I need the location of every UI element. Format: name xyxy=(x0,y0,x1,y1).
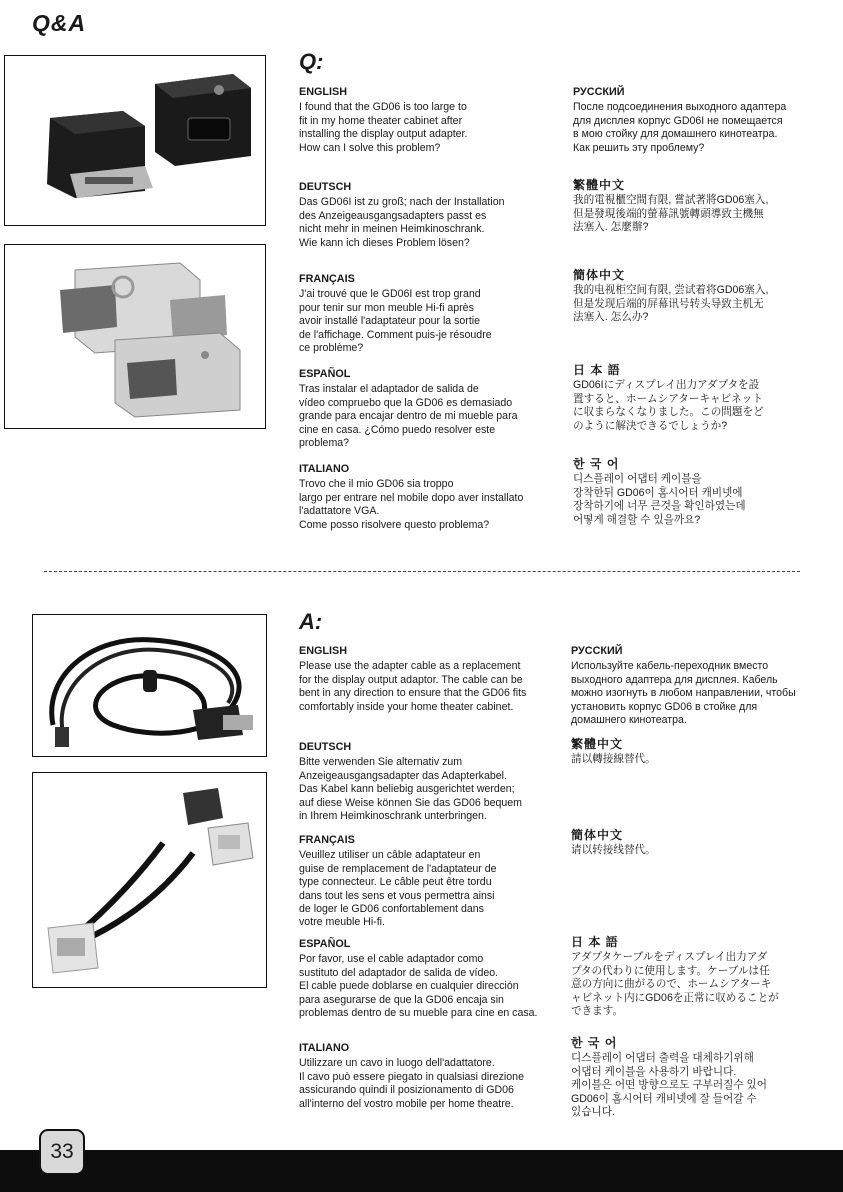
photo-y-splitter-cable xyxy=(32,772,267,988)
question-espanol xyxy=(299,368,551,450)
answer-text: Utilizzare un cavo in luogo dell'adattatore. Il cavo può essere piegato in qualsiasi direzione assicurando quindi il posizionamento di GD06 all'interno del vostro mobile per home theatre. xyxy=(299,1057,524,1110)
question-japanese xyxy=(573,364,833,433)
answer-francais xyxy=(299,834,555,930)
language-label: FRANÇAIS xyxy=(299,273,355,285)
question-text: 디스플레이 어댑터 케이블을 장착한뒤 GD06이 홈시어터 캐비넷에 장착하기에 너무 큰것을 확인하였는데 어떻게 해결할 수 있을까요? xyxy=(573,473,746,526)
language-label: 日 本 語 xyxy=(571,935,619,949)
answer-simplified-chinese xyxy=(571,829,831,858)
question-text: I found that the GD06 is too large to fit in my home theater cabinet after installing the display output adapter. How can I solve this problem? xyxy=(299,101,468,154)
language-label: 簡体中文 xyxy=(573,268,626,282)
question-english xyxy=(299,86,549,155)
photo-hdmi-dvi-adapter xyxy=(4,55,266,226)
answer-text: 请以转接线替代。 xyxy=(571,844,656,857)
answer-russian xyxy=(571,645,831,727)
question-simplified-chinese xyxy=(573,269,833,325)
answer-traditional-chinese xyxy=(571,738,831,767)
answer-text: Please use the adapter cable as a replacement for the display output adaptor. The cable can be bent in any direction to ensure that the GD06 fits comfortably inside your home theater cabinet. xyxy=(299,660,527,713)
question-deutsch xyxy=(299,181,549,250)
question-marker: Q: xyxy=(299,49,324,74)
answer-italiano xyxy=(299,1042,555,1111)
question-italiano xyxy=(299,463,551,532)
language-label: ENGLISH xyxy=(299,645,347,657)
question-text: GD06Iにディスプレイ出力アダプタを設 置すると、ホームシアターキャビネット に収まらなくなりました。この問題をど のように解決できるでしょうか? xyxy=(573,379,764,432)
language-label: 한 국 어 xyxy=(573,457,620,471)
question-francais xyxy=(299,273,549,355)
answer-text: 디스플레이 어댑터 출력을 대체하기위해 어댑터 케이블을 사용하기 바랍니다. 케이블은 어떤 방향으로도 구부러질수 있어 GD06이 홈시어터 캐비넷에 잘 들어갈 수 있습니다. xyxy=(571,1052,767,1119)
answer-korean xyxy=(571,1037,833,1119)
section-divider xyxy=(44,571,800,572)
language-label: ESPAÑOL xyxy=(299,938,351,950)
dvi-vga-adapter-illustration xyxy=(5,245,265,428)
language-label: 繁體中文 xyxy=(573,178,626,192)
footer-bar xyxy=(0,1150,843,1192)
adapter-cable-illustration xyxy=(33,615,266,756)
question-traditional-chinese xyxy=(573,179,833,235)
language-label: ESPAÑOL xyxy=(299,368,351,380)
answer-text: 請以轉接線替代。 xyxy=(571,753,656,766)
answer-english xyxy=(299,645,555,714)
language-label: РУССКИЙ xyxy=(571,645,623,657)
answer-deutsch xyxy=(299,741,555,823)
question-text: Trovo che il mio GD06 sia troppo largo per entrare nel mobile dopo aver installato l'adattatore VGA. Come posso risolvere questo problema? xyxy=(299,478,524,531)
language-label: 簡体中文 xyxy=(571,828,624,842)
question-text: Tras instalar el adaptador de salida de vídeo compruebo que la GD06 es demasiado grande para encajar dentro de mi mueble para cine en casa. ¿Cómo puedo resolver este problema? xyxy=(299,383,518,450)
question-text: J'ai trouvé que le GD06I est trop grand pour tenir sur mon meuble Hi-fi après avoir installé l'adaptateur pour la sortie de l'affichage. Comment puis-je résoudre ce problème? xyxy=(299,288,492,355)
language-label: 日 本 語 xyxy=(573,363,621,377)
question-korean xyxy=(573,458,833,527)
question-text: 我的電視櫃空間有限, 嘗試著將GD06塞入, 但是發現後端的螢幕訊號轉頭導致主機無 法塞入. 怎麼辦? xyxy=(573,194,769,234)
question-russian xyxy=(573,86,833,155)
answer-japanese xyxy=(571,936,831,1018)
language-label: FRANÇAIS xyxy=(299,834,355,846)
answer-text: アダプタケーブルをディスプレイ出力アダ プタの代わりに使用します。ケーブルは任 意の方向に曲がるので、ホームシアターキ ャビネット内にGD06を正常に収めることが できます。 xyxy=(571,951,779,1018)
hdmi-dvi-adapter-illustration xyxy=(5,56,265,225)
photo-dvi-vga-adapter xyxy=(4,244,266,429)
language-label: 한 국 어 xyxy=(571,1036,618,1050)
page-title: Q&A xyxy=(32,10,87,36)
question-text: Das GD06I ist zu groß; nach der Installation des Anzeigeausgangsadapters passt es nicht mehr in meinen Heimkinoschrank. Wie kann ich dieses Problem lösen? xyxy=(299,196,505,249)
photo-adapter-cable xyxy=(32,614,267,757)
language-label: ENGLISH xyxy=(299,86,347,98)
language-label: DEUTSCH xyxy=(299,741,352,753)
question-text: 我的电视柜空间有限, 尝试着将GD06塞入, 但是发现后端的屏幕讯号转头导致主机无 法塞入. 怎么办? xyxy=(573,284,769,324)
language-label: 繁體中文 xyxy=(571,737,624,751)
language-label: DEUTSCH xyxy=(299,181,352,193)
page-number: 33 xyxy=(39,1129,85,1175)
answer-text: Bitte verwenden Sie alternativ zum Anzeigeausgangsadapter das Adapterkabel. Das Kabel kann beliebig ausgerichtet werden; auf diese Weise können Sie das GD06 bequem in Ihrem Heimkinoschrank unterbringen. xyxy=(299,756,523,823)
answer-text: Используйте кабель-переходник вместо выходного адаптера для дисплея. Кабель можно изогнуть в любом направлении, чтобы установить корпус GD06 в стойке для домашнего кинотеатра. xyxy=(571,660,796,727)
language-label: ITALIANO xyxy=(299,463,350,475)
answer-marker: A: xyxy=(299,609,323,634)
answer-text: Veuillez utiliser un câble adaptateur en guise de remplacement de l'adaptateur de type connecteur. Le câble peut être tordu dans tout les sens et vous permettra ainsi de loger le GD06 confortablement dans votre meuble Hi-fi. xyxy=(299,849,497,929)
question-text: После подсоединения выходного адаптера для дисплея корпус GD06I не помещается в мою стойку для домашнего кинотеатра. Как решить эту проблему? xyxy=(573,101,787,154)
answer-text: Por favor, use el cable adaptador como sustituto del adaptador de salida de vídeo. El cable puede doblarse en cualquier dirección para asegurarse de que la GD06 encaja sin problemas dentro de su mueble para cine en casa. xyxy=(299,953,538,1020)
y-splitter-cable-illustration xyxy=(33,773,266,987)
language-label: ITALIANO xyxy=(299,1042,350,1054)
language-label: РУССКИЙ xyxy=(573,86,625,98)
answer-espanol xyxy=(299,938,555,1020)
